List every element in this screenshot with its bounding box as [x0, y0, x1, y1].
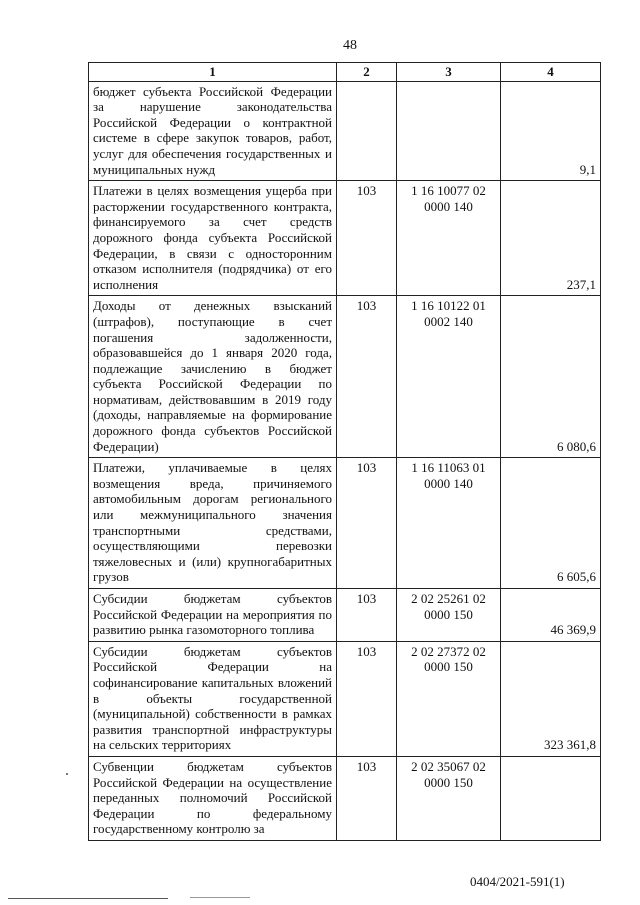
table-row: [89, 296, 601, 458]
budget-code-line-1: 1 16 10122 01: [411, 298, 486, 314]
row-description: Платежи в целях возмещения ущерба при расторжении государственного контракта, финансируемого за счет средств дорожного фонда субъекта Российской Федерации, в связи с односторонним отказом исполнителя (подрядчика) от его исполнения: [89, 181, 337, 296]
table-row: [89, 589, 601, 642]
row-amount: [501, 756, 601, 840]
row-budget-code: [397, 81, 501, 181]
row-budget-code: [397, 458, 501, 589]
row-admin-code: 103: [337, 458, 397, 589]
table-row: [89, 641, 601, 756]
budget-code-line-1: 1 16 11063 01: [411, 460, 486, 476]
column-header-3: 3: [397, 63, 501, 82]
row-amount: 6 605,6: [501, 458, 601, 589]
row-description: Субсидии бюджетам субъектов Российской Федерации на софинансирование капитальных вложений в объекты государственной (муниципальной) собственности в рамках развития транспортной инфраструктуры на сельских территориях: [89, 641, 337, 756]
column-header-2: 2: [337, 63, 397, 82]
document-registration-code: 0404/2021-591(1): [470, 874, 565, 889]
row-amount: 6 080,6: [501, 296, 601, 458]
row-admin-code: 103: [337, 756, 397, 840]
scan-edge-mark: [190, 897, 250, 898]
row-amount: 46 369,9: [501, 589, 601, 642]
column-header-4: 4: [501, 63, 601, 82]
row-budget-code: [397, 181, 501, 296]
table-row: [89, 181, 601, 296]
row-budget-code: [397, 641, 501, 756]
budget-code-line-2: 0000 150: [424, 774, 473, 790]
budget-code-line-2: 0000 140: [424, 475, 473, 491]
budget-code-line-2: 0000 150: [424, 659, 473, 675]
table-row: [89, 756, 601, 840]
row-admin-code: 103: [337, 641, 397, 756]
row-amount: 237,1: [501, 181, 601, 296]
table-row: [89, 458, 601, 589]
row-admin-code: 103: [337, 296, 397, 458]
row-budget-code: [397, 296, 501, 458]
row-budget-code: [397, 589, 501, 642]
row-amount: 9,1: [501, 81, 601, 181]
row-admin-code: 103: [337, 181, 397, 296]
scan-edge-mark: [8, 898, 168, 899]
budget-code-line-2: 0000 150: [424, 606, 473, 622]
row-admin-code: 103: [337, 589, 397, 642]
row-admin-code: [337, 81, 397, 181]
row-description: Доходы от денежных взысканий (штрафов), поступающие в счет погашения задолженности, образовавшейся до 1 января 2020 года, подлежащие зачислению в бюджет субъекта Российской Федерации по нормативам, действовавшим в 2019 году (доходы, направляемые на формирование дорожного фонда субъектов Российской Федерации): [89, 296, 337, 458]
table-row: [89, 81, 601, 181]
table-header-row: [89, 63, 601, 82]
budget-code-line-1: 2 02 25261 02: [411, 591, 486, 606]
page-number: 48: [343, 38, 357, 53]
budget-code-line-2: 0000 140: [424, 198, 473, 214]
row-budget-code: [397, 756, 501, 840]
budget-revenue-table: [88, 62, 601, 841]
scan-speck: [66, 773, 68, 775]
column-header-1: 1: [89, 63, 337, 82]
budget-code-line-2: 0002 140: [424, 313, 473, 329]
row-description: Субвенции бюджетам субъектов Российской Федерации на осуществление переданных полномочий Российской Федерации по федеральному государственному контролю за: [89, 756, 337, 840]
budget-code-line-1: 2 02 35067 02: [411, 758, 486, 774]
row-description: Субсидии бюджетам субъектов Российской Федерации на мероприятия по развитию рынка газомоторного топлива: [89, 589, 337, 642]
budget-code-line-1: 1 16 10077 02: [411, 183, 486, 199]
row-description: бюджет субъекта Российской Федерации за нарушение законодательства Российской Федерации о контрактной системе в сфере закупок товаров, работ, услуг для обеспечения государственных и муниципальных нужд: [89, 81, 337, 181]
budget-code-line-1: 2 02 27372 02: [411, 643, 486, 659]
row-description: Платежи, уплачиваемые в целях возмещения вреда, причиняемого автомобильным дорогам регионального или межмуниципального значения транспортными средствами, осуществляющими перевозки тяжеловесных и (или) крупногабаритных грузов: [89, 458, 337, 589]
row-amount: 323 361,8: [501, 641, 601, 756]
